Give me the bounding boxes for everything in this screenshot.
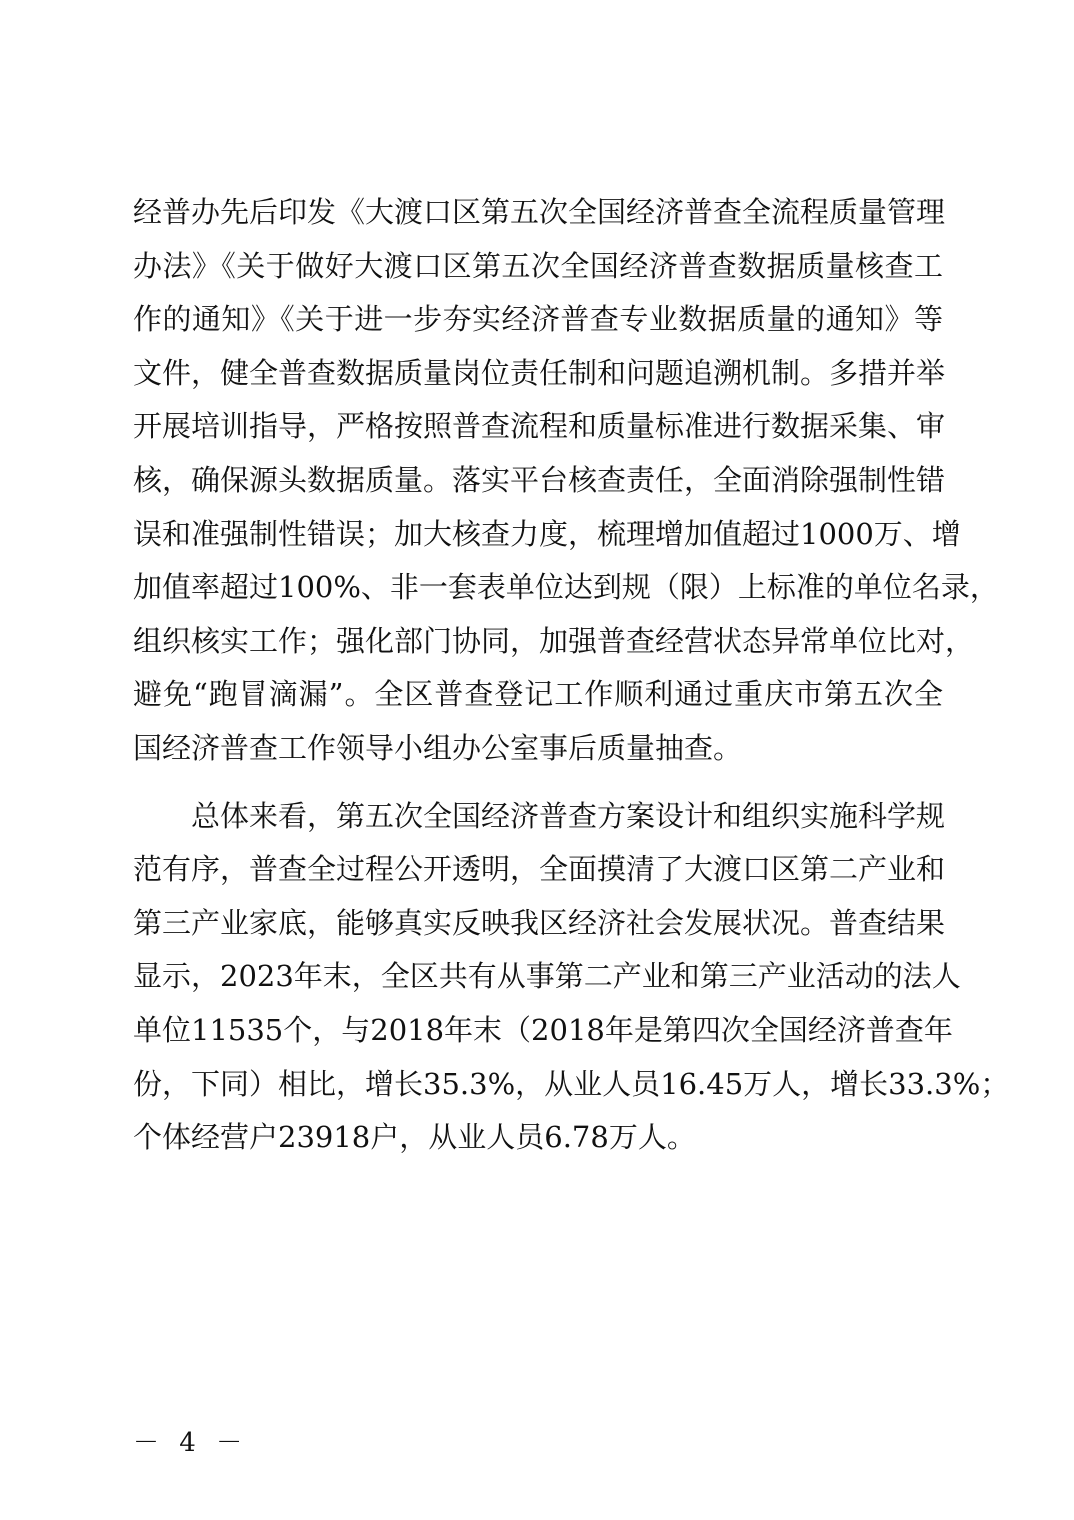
text-line: 国经济普查工作领导小组办公室事后质量抽查。	[133, 730, 743, 765]
text-line: 总体来看，第五次全国经济普查方案设计和组织实施科学规	[133, 798, 946, 833]
text-line: 误和准强制性错误；加大核查力度，梳理增加值超过1000万、增	[133, 516, 961, 551]
text-line: 显示，2023年末，全区共有从事第二产业和第三产业活动的法人	[133, 959, 961, 994]
text-line: 组织核实工作；强化部门协同，加强普查经营状态异常单位比对，	[133, 623, 975, 658]
paragraph-spacing	[133, 776, 943, 790]
text-line: 单位11535个，与2018年末（2018年是第四次全国经济普查年	[133, 1012, 953, 1047]
text-line: 作的通知》《关于进一步夯实经济普查专业数据质量的通知》等	[133, 302, 943, 337]
paragraph-1	[133, 186, 999, 776]
paragraph-2	[133, 790, 1010, 1165]
text-line: 办法》《关于做好大渡口区第五次全国经济普查数据质量核查工	[133, 248, 943, 283]
body-text	[133, 186, 1010, 1165]
text-line: 开展培训指导，严格按照普查流程和质量标准进行数据采集、审	[133, 409, 946, 444]
text-line: 范有序，普查全过程公开透明，全面摸清了大渡口区第二产业和	[133, 852, 946, 887]
text-line: 第三产业家底，能够真实反映我区经济社会发展状况。普查结果	[133, 905, 946, 940]
text-line: 经普办先后印发《大渡口区第五次全国经济普查全流程质量管理	[133, 195, 946, 229]
text-line: 避免“跑冒滴漏”。全区普查登记工作顺利通过重庆市第五次全	[133, 677, 943, 712]
text-line: 个体经营户23918户，从业人员6.78万人。	[133, 1120, 696, 1155]
page-number: － 4 －	[133, 1428, 249, 1458]
text-line: 核，确保源头数据质量。落实平台核查责任，全面消除强制性错	[133, 462, 946, 497]
text-line: 份，下同）相比，增长35.3%，从业人员16.45万人，增长33.3%；	[133, 1066, 1010, 1101]
text-line: 文件，健全普查数据质量岗位责任制和问题追溯机制。多措并举	[133, 355, 946, 390]
text-line: 加值率超过100%、非一套表单位达到规（限）上标准的单位名录，	[133, 570, 999, 605]
